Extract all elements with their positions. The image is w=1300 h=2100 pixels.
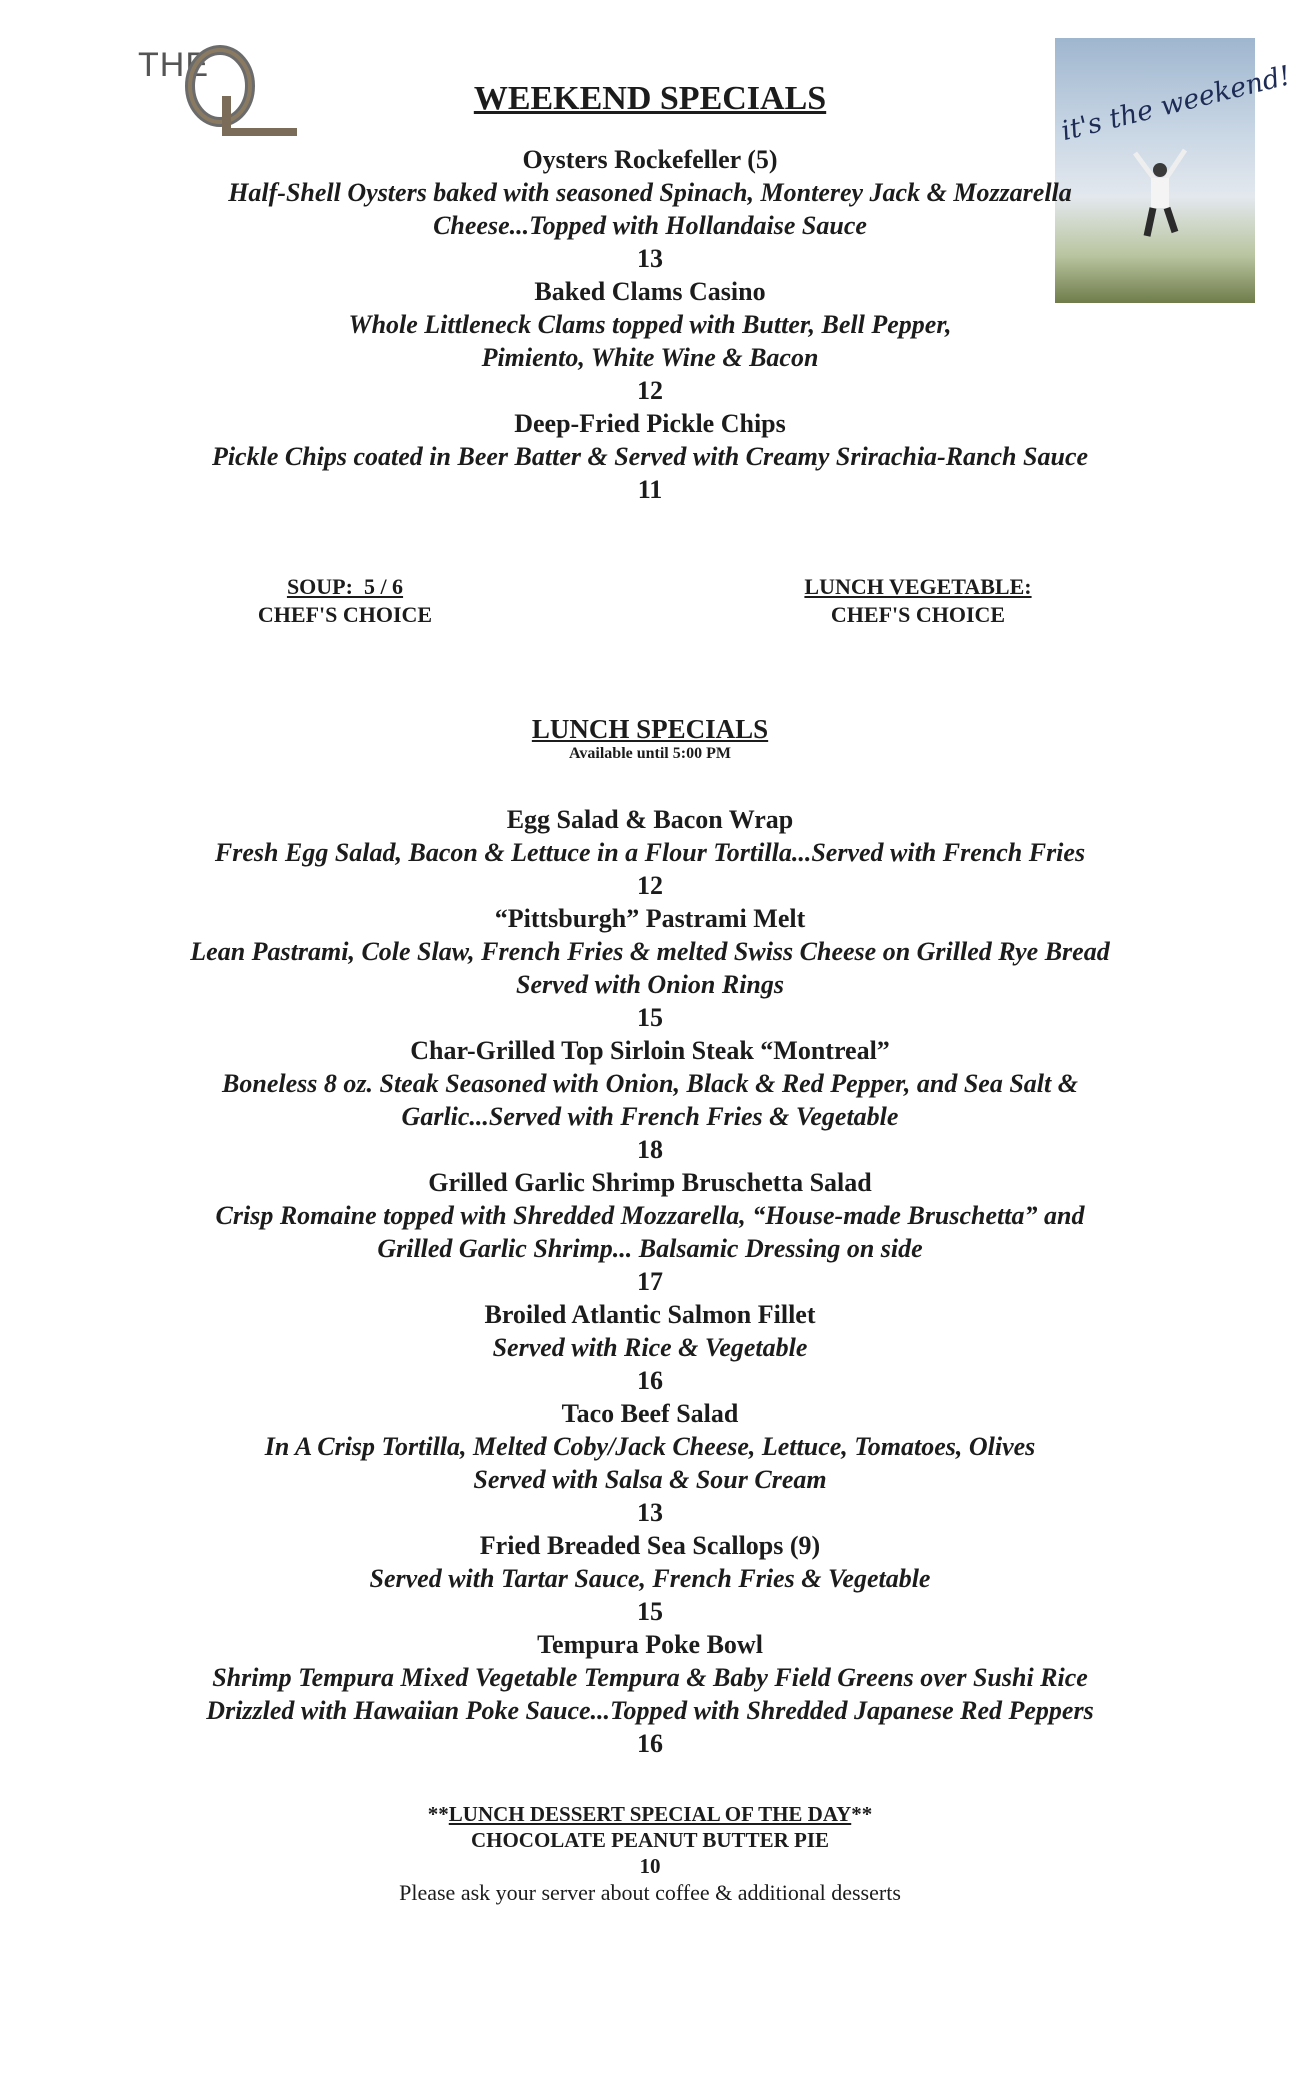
dessert-heading-prefix: ** [427,1802,449,1826]
dessert-special [100,1801,1200,1907]
menu-item-price: 15 [637,1597,663,1626]
dessert-note: Please ask your server about coffee & additional desserts [399,1880,901,1905]
photo-caption: it's the weekend! [1058,60,1294,148]
menu-item-price: 15 [637,1003,663,1032]
menu-item-description: Garlic...Served with French Fries & Vegetable [401,1102,899,1131]
menu-item-description: Lean Pastrami, Cole Slaw, French Fries & melted Swiss Cheese on Grilled Rye Bread [190,937,1110,966]
menu-item-description: Whole Littleneck Clams topped with Butter, Bell Pepper, [348,310,952,339]
page-title: WEEKEND SPECIALS [473,80,827,117]
soup-section [225,573,465,629]
menu-item-description: Cheese...Topped with Hollandaise Sauce [433,211,867,240]
menu-item-price: 13 [637,244,663,273]
menu-item-name: Taco Beef Salad [561,1399,739,1428]
menu-item-description: In A Crisp Tortilla, Melted Coby/Jack Cheese, Lettuce, Tomatoes, Olives [264,1432,1036,1461]
lunch-specials-header [100,714,1200,763]
logo-text: THE [138,46,209,84]
menu-item-description: Drizzled with Hawaiian Poke Sauce...Topped with Shredded Japanese Red Peppers [206,1696,1094,1725]
menu-item-name: Egg Salad & Bacon Wrap [506,805,794,834]
menu-item-price: 16 [637,1729,663,1758]
menu-item-name: Char-Grilled Top Sirloin Steak “Montreal” [410,1036,890,1065]
menu-item-name: Fried Breaded Sea Scallops (9) [479,1531,821,1560]
menu-item-description: Fresh Egg Salad, Bacon & Lettuce in a Flour Tortilla...Served with French Fries [214,838,1086,867]
menu-item-name: Broiled Atlantic Salmon Fillet [484,1300,816,1329]
lunch-specials-list [100,803,1200,1760]
menu-item-description: Half-Shell Oysters baked with seasoned Spinach, Monterey Jack & Mozzarella [228,178,1072,207]
menu-item-price: 12 [637,871,663,900]
menu-item-price: 13 [637,1498,663,1527]
menu-item-description: Pickle Chips coated in Beer Batter & Served with Creamy Srirachia-Ranch Sauce [211,442,1089,471]
vegetable-section [798,573,1038,629]
menu-item-description: Served with Salsa & Sour Cream [473,1465,827,1494]
menu-item-name: Tempura Poke Bowl [537,1630,763,1659]
dessert-heading-text: LUNCH DESSERT SPECIAL OF THE DAY [448,1802,852,1826]
dessert-price: 10 [639,1854,661,1878]
menu-item-description: Pimiento, White Wine & Bacon [481,343,819,372]
menu-item-description: Served with Rice & Vegetable [492,1333,808,1362]
dessert-name: CHOCOLATE PEANUT BUTTER PIE [470,1828,830,1852]
menu-item-price: 17 [637,1267,663,1296]
vegetable-value: CHEF'S CHOICE [830,602,1006,627]
menu-item-description: Served with Tartar Sauce, French Fries & Vegetable [369,1564,931,1593]
menu-item-price: 11 [637,475,663,504]
weekend-specials-list [100,143,1200,506]
menu-item-name: Baked Clams Casino [534,277,766,306]
menu-item-name: Deep-Fried Pickle Chips [514,409,786,438]
menu-item-price: 16 [637,1366,663,1395]
lunch-specials-title: LUNCH SPECIALS [531,714,769,744]
dessert-heading [100,1801,1200,1827]
menu-item-description: Boneless 8 oz. Steak Seasoned with Onion, Black & Red Pepper, and Sea Salt & [222,1069,1078,1098]
menu-item-description: Served with Onion Rings [515,970,784,999]
soup-value: CHEF'S CHOICE [257,602,433,627]
menu-item-description: Crisp Romaine topped with Shredded Mozzarella, “House-made Bruschetta” and [215,1201,1085,1230]
menu-item-price: 12 [637,376,663,405]
vegetable-heading: LUNCH VEGETABLE: [804,574,1032,599]
menu-item-description: Grilled Garlic Shrimp... Balsamic Dressing on side [377,1234,923,1263]
menu-item-name: Grilled Garlic Shrimp Bruschetta Salad [428,1168,872,1197]
menu-item-price: 18 [637,1135,663,1164]
soup-heading: SOUP: 5 / 6 [286,574,404,599]
lunch-availability: Available until 5:00 PM [569,745,731,762]
menu-item-name: “Pittsburgh” Pastrami Melt [494,904,806,933]
menu-item-name: Oysters Rockefeller (5) [522,145,778,174]
menu-item-description: Shrimp Tempura Mixed Vegetable Tempura & Baby Field Greens over Sushi Rice [212,1663,1088,1692]
dessert-heading-suffix: ** [851,1802,873,1826]
